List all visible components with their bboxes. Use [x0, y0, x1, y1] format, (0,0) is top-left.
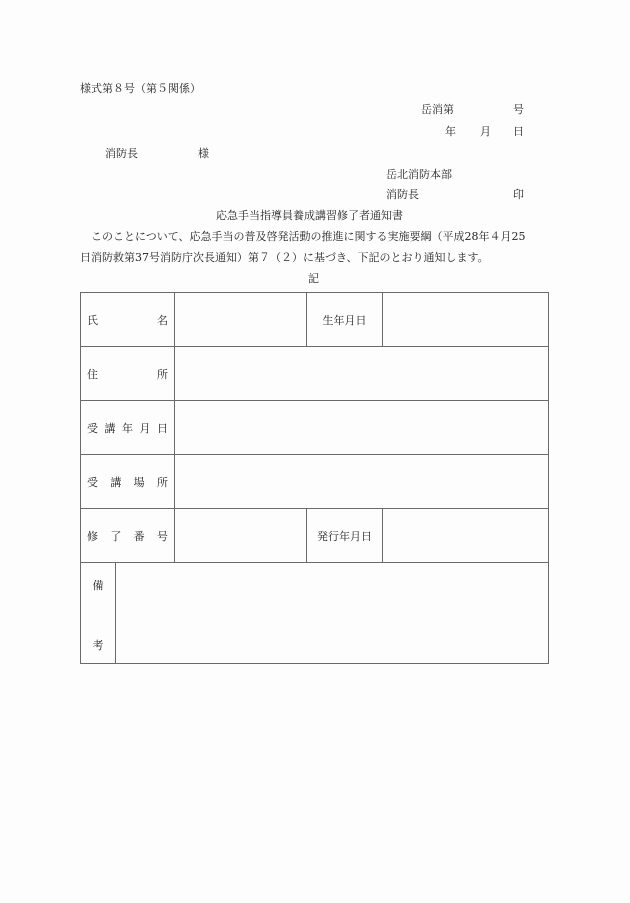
doc-number-suffix: 号: [513, 103, 524, 116]
label-char: 年: [122, 421, 133, 435]
seal-mark: 印: [513, 188, 524, 201]
course-date-label-cell: [81, 401, 175, 455]
document-title: 応急手当指導員養成講習修了者通知書: [216, 209, 403, 222]
label-char: 所: [157, 367, 168, 381]
course-date-field[interactable]: [175, 401, 549, 455]
label-char: 考: [92, 639, 104, 652]
date-month: 月: [480, 125, 491, 138]
issue-date-field[interactable]: [383, 509, 549, 563]
row-address: [81, 347, 549, 401]
body-line-1: このことについて、応急手当の普及啓発活動の推進に関する実施要綱（平成28年４月25: [80, 230, 526, 243]
label-char: 講: [110, 475, 122, 489]
label-char: 番: [133, 529, 145, 543]
name-label-cell: [81, 293, 175, 347]
body-line-2: 日消防救第37号消防庁次長通知）第７（２）に基づき、下記のとおり通知します。: [80, 251, 489, 264]
doc-number-prefix: 岳消第: [421, 103, 454, 116]
addressee-title: 消防長: [105, 147, 138, 160]
remarks-field[interactable]: [116, 563, 549, 664]
row-course-place: [81, 455, 549, 509]
label-char: 受: [87, 475, 98, 489]
label-char: 所: [156, 475, 168, 489]
birth-date-label: 生年月日: [307, 293, 383, 347]
label-char: 号: [156, 529, 168, 543]
row-cert-number: [81, 509, 549, 563]
label-char: 住: [87, 367, 98, 381]
issue-date-label: 発行年月日: [307, 509, 383, 563]
remarks-label-cell: [81, 563, 116, 664]
date-day: 日: [513, 125, 524, 138]
sender-title: 消防長: [386, 188, 419, 201]
label-char: 講: [104, 421, 116, 435]
course-place-field[interactable]: [175, 455, 549, 509]
date-year: 年: [445, 125, 456, 138]
cert-number-field[interactable]: [175, 509, 307, 563]
birth-date-field[interactable]: [383, 293, 549, 347]
address-field[interactable]: [175, 347, 549, 401]
name-field[interactable]: [175, 293, 307, 347]
row-name: [81, 293, 549, 347]
address-label-cell: [81, 347, 175, 401]
row-course-date: [81, 401, 549, 455]
sender-org: 岳北消防本部: [386, 168, 452, 181]
label-char: 名: [157, 313, 168, 327]
label-char: 備: [92, 579, 104, 592]
label-char: 月: [139, 421, 151, 435]
label-char: 受: [87, 421, 98, 435]
label-char: 修: [87, 529, 98, 543]
cert-number-label-cell: [81, 509, 175, 563]
notification-form-table: [80, 292, 549, 664]
label-char: 氏: [87, 313, 98, 327]
label-char: 場: [133, 475, 145, 489]
form-number: 様式第８号（第５関係）: [80, 82, 201, 95]
label-char: 日: [157, 421, 168, 435]
row-remarks: [81, 563, 549, 664]
label-char: 了: [110, 529, 122, 543]
ki-heading: 記: [308, 272, 319, 285]
course-place-label-cell: [81, 455, 175, 509]
addressee-honorific: 様: [198, 147, 209, 160]
